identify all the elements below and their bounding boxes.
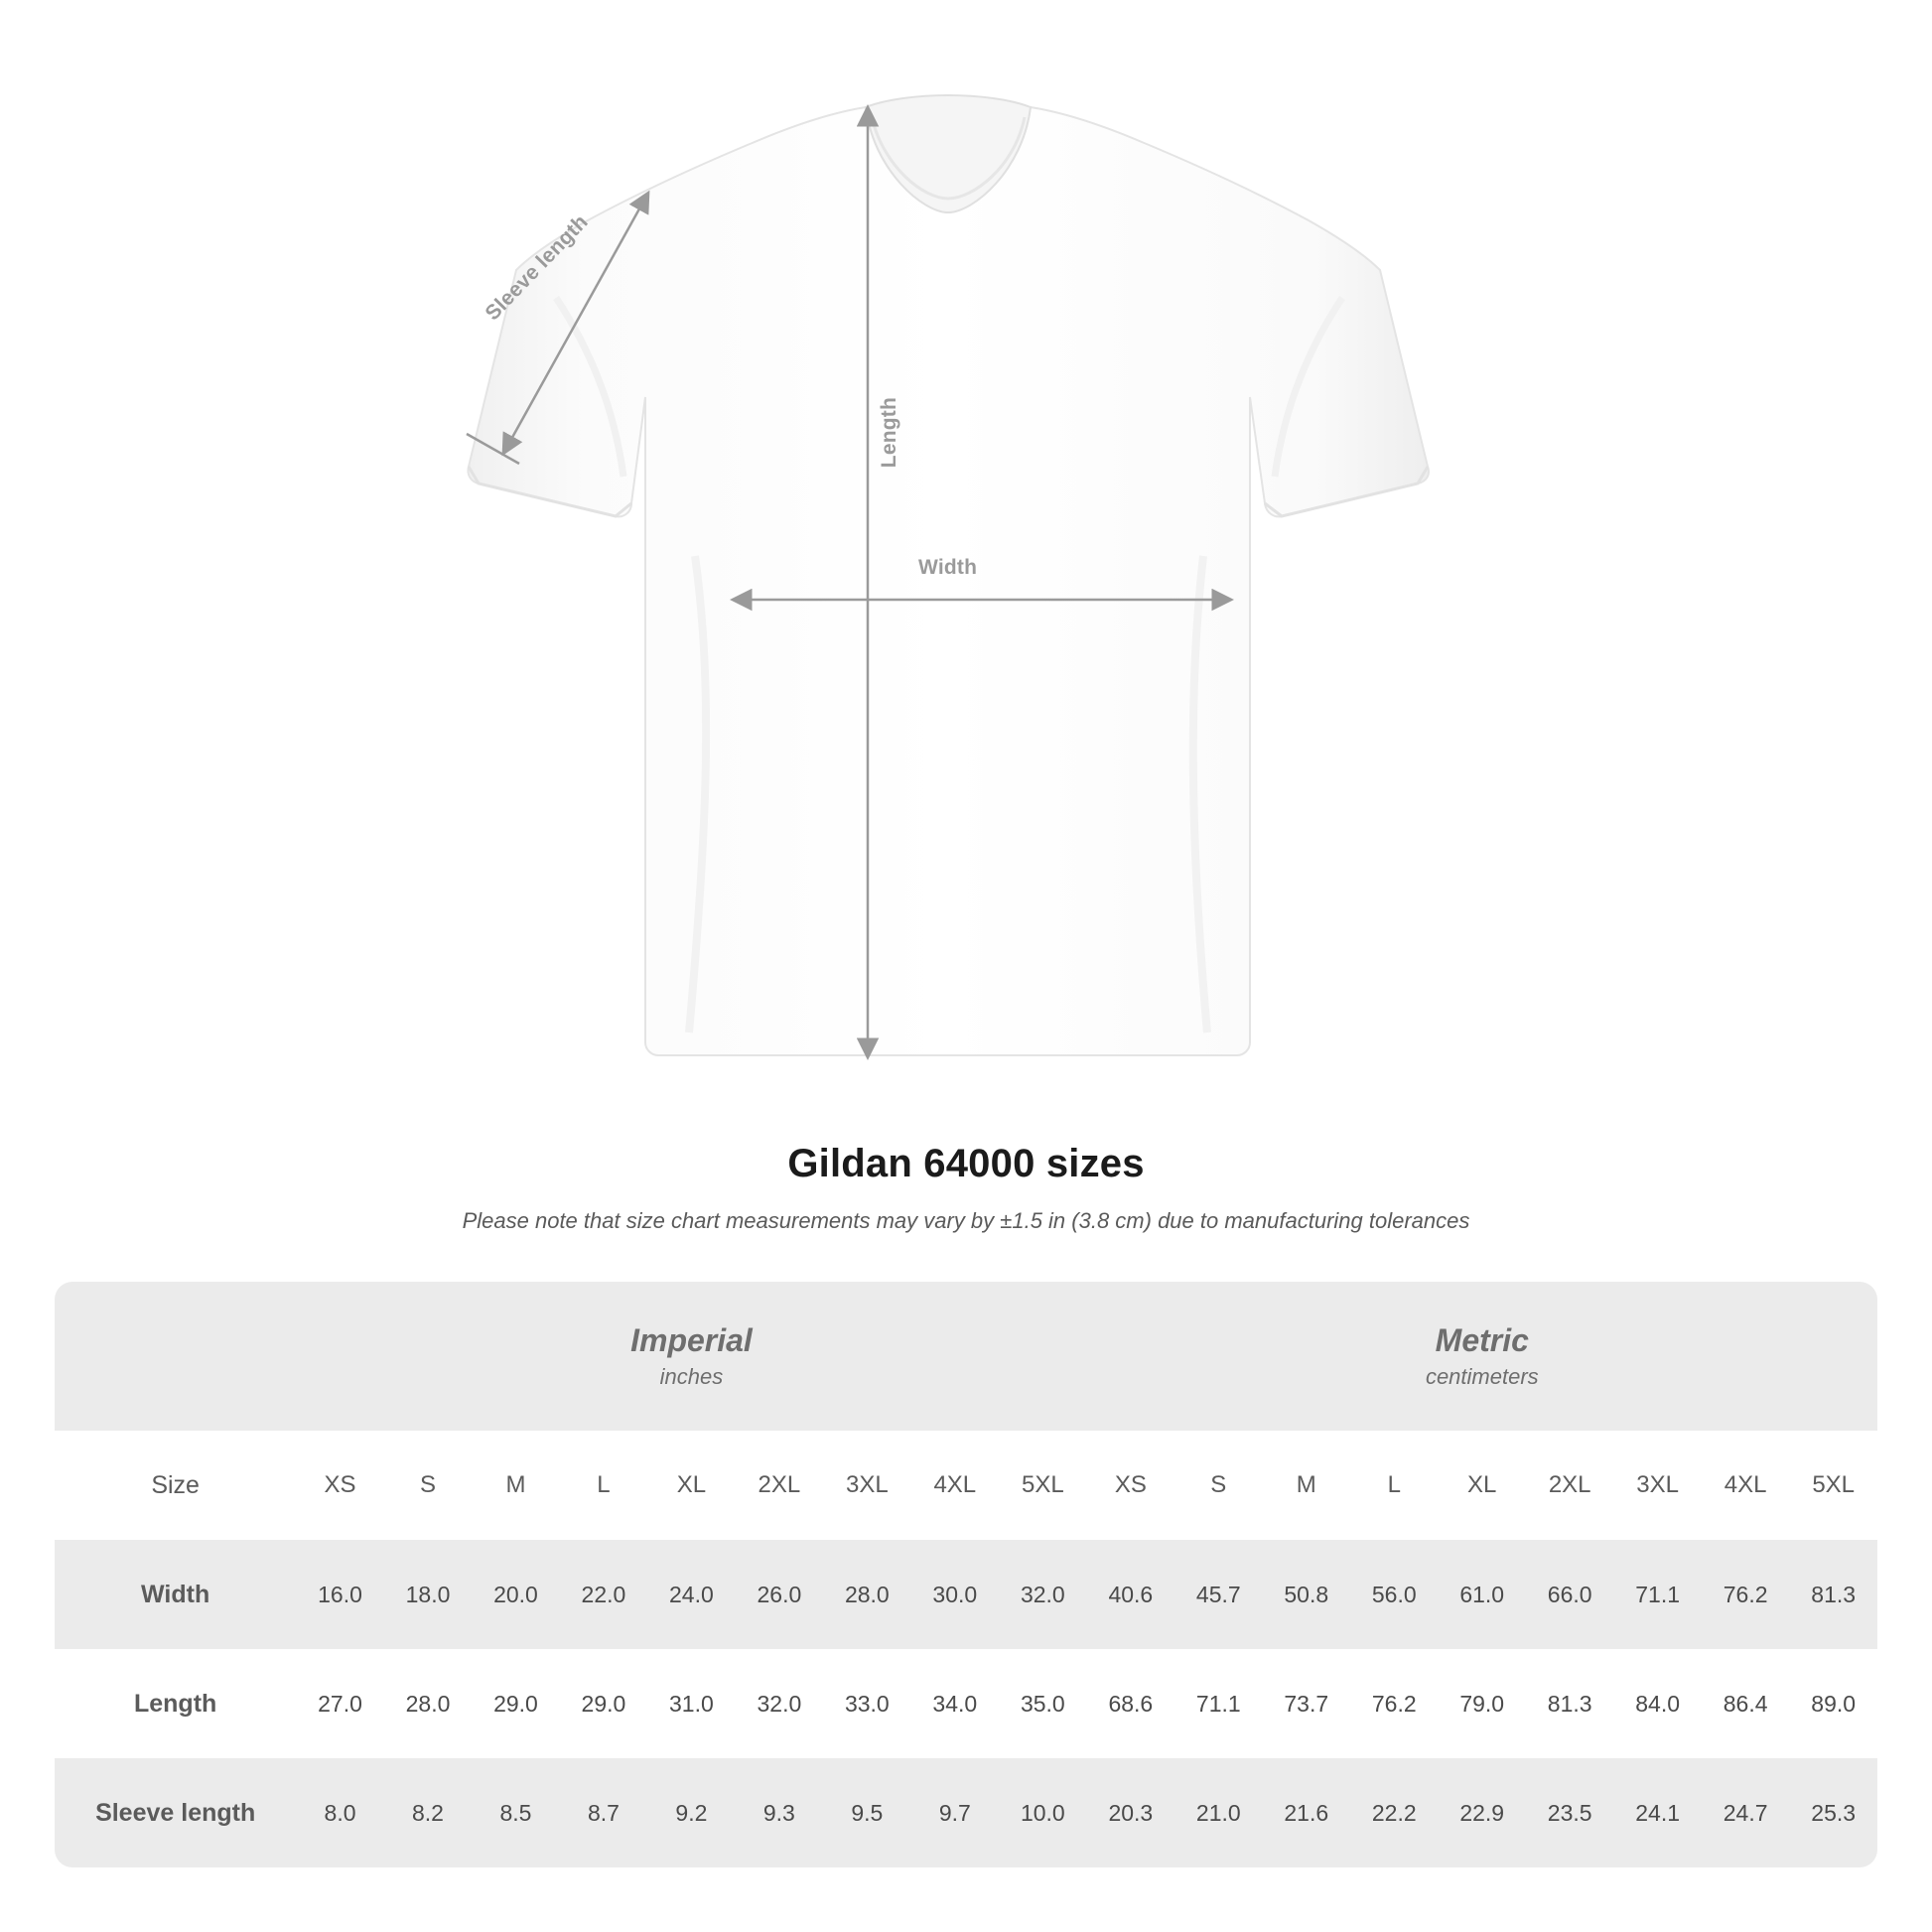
cell-value: 81.3 — [1789, 1540, 1877, 1649]
cell-value: 40.6 — [1087, 1540, 1174, 1649]
table-row — [55, 1649, 1877, 1758]
size-header-cell: M — [472, 1431, 559, 1540]
cell-value: 8.7 — [560, 1758, 647, 1867]
cell-value: 76.2 — [1702, 1540, 1789, 1649]
cell-value: 18.0 — [384, 1540, 472, 1649]
cell-value: 68.6 — [1087, 1649, 1174, 1758]
cell-value: 28.0 — [823, 1540, 910, 1649]
size-header-cell: 3XL — [1613, 1431, 1701, 1540]
size-header-cell: 5XL — [999, 1431, 1087, 1540]
cell-value: 28.0 — [384, 1649, 472, 1758]
size-header-cell: XL — [1438, 1431, 1525, 1540]
size-header-cell: L — [1350, 1431, 1438, 1540]
cell-value: 76.2 — [1350, 1649, 1438, 1758]
cell-value: 73.7 — [1263, 1649, 1350, 1758]
size-header-cell: XS — [296, 1431, 383, 1540]
cell-value: 9.5 — [823, 1758, 910, 1867]
cell-value: 71.1 — [1613, 1540, 1701, 1649]
unit-group-imperial — [296, 1282, 1086, 1431]
cell-value: 24.0 — [647, 1540, 735, 1649]
cell-value: 30.0 — [911, 1540, 999, 1649]
cell-value: 24.7 — [1702, 1758, 1789, 1867]
unit-group-metric-name: Metric — [1435, 1321, 1529, 1358]
cell-value: 61.0 — [1438, 1540, 1525, 1649]
unit-group-metric-sub: centimeters — [1425, 1364, 1539, 1390]
unit-group-imperial-sub: inches — [659, 1364, 724, 1390]
tolerance-note: Please note that size chart measurements may vary by ±1.5 in (3.8 cm) due to manufacturing tolerances — [462, 1208, 1470, 1233]
size-table — [55, 1282, 1877, 1867]
size-header-cell: 3XL — [823, 1431, 910, 1540]
size-header-cell: 4XL — [911, 1431, 999, 1540]
cell-value: 21.6 — [1263, 1758, 1350, 1867]
page-title: Gildan 64000 sizes — [787, 1142, 1145, 1185]
unit-group-imperial-name: Imperial — [630, 1321, 753, 1358]
cell-value: 8.5 — [472, 1758, 559, 1867]
size-header-cell: S — [1174, 1431, 1262, 1540]
cell-value: 89.0 — [1789, 1649, 1877, 1758]
size-header-cell: 4XL — [1702, 1431, 1789, 1540]
cell-value: 16.0 — [296, 1540, 383, 1649]
row-header-size: Size — [55, 1431, 296, 1540]
cell-value: 20.3 — [1087, 1758, 1174, 1867]
cell-value: 32.0 — [736, 1649, 823, 1758]
cell-value: 34.0 — [911, 1649, 999, 1758]
cell-value: 45.7 — [1174, 1540, 1262, 1649]
cell-value: 9.7 — [911, 1758, 999, 1867]
cell-value: 26.0 — [736, 1540, 823, 1649]
cell-value: 84.0 — [1613, 1649, 1701, 1758]
cell-value: 86.4 — [1702, 1649, 1789, 1758]
size-header-row — [55, 1431, 1877, 1540]
size-header-cell: XS — [1087, 1431, 1174, 1540]
cell-value: 22.0 — [560, 1540, 647, 1649]
cell-value: 24.1 — [1613, 1758, 1701, 1867]
cell-value: 21.0 — [1174, 1758, 1262, 1867]
cell-value: 71.1 — [1174, 1649, 1262, 1758]
size-header-cell: M — [1263, 1431, 1350, 1540]
cell-value: 56.0 — [1350, 1540, 1438, 1649]
row-label-sleeve-length: Sleeve length — [55, 1758, 296, 1867]
cell-value: 22.9 — [1438, 1758, 1525, 1867]
table-row — [55, 1540, 1877, 1649]
cell-value: 32.0 — [999, 1540, 1087, 1649]
unit-header-row — [55, 1282, 1877, 1431]
cell-value: 22.2 — [1350, 1758, 1438, 1867]
table-row — [55, 1758, 1877, 1867]
cell-value: 20.0 — [472, 1540, 559, 1649]
cell-value: 81.3 — [1526, 1649, 1613, 1758]
size-header-cell: S — [384, 1431, 472, 1540]
cell-value: 29.0 — [560, 1649, 647, 1758]
unit-row-spacer — [55, 1282, 296, 1431]
cell-value: 33.0 — [823, 1649, 910, 1758]
cell-value: 23.5 — [1526, 1758, 1613, 1867]
cell-value: 9.2 — [647, 1758, 735, 1867]
cell-value: 29.0 — [472, 1649, 559, 1758]
cell-value: 66.0 — [1526, 1540, 1613, 1649]
title-block — [0, 1142, 1932, 1234]
size-header-cell: XL — [647, 1431, 735, 1540]
unit-group-metric — [1087, 1282, 1877, 1431]
cell-value: 31.0 — [647, 1649, 735, 1758]
cell-value: 9.3 — [736, 1758, 823, 1867]
size-header-cell: L — [560, 1431, 647, 1540]
cell-value: 50.8 — [1263, 1540, 1350, 1649]
size-header-cell: 2XL — [1526, 1431, 1613, 1540]
cell-value: 8.2 — [384, 1758, 472, 1867]
size-header-cell: 2XL — [736, 1431, 823, 1540]
label-length: Length — [878, 397, 900, 469]
cell-value: 25.3 — [1789, 1758, 1877, 1867]
label-width: Width — [918, 556, 978, 579]
cell-value: 35.0 — [999, 1649, 1087, 1758]
cell-value: 10.0 — [999, 1758, 1087, 1867]
cell-value: 79.0 — [1438, 1649, 1525, 1758]
row-label-width: Width — [55, 1540, 296, 1649]
size-header-cell: 5XL — [1789, 1431, 1877, 1540]
label-sleeve-length: Sleeve length — [481, 210, 593, 326]
row-label-length: Length — [55, 1649, 296, 1758]
cell-value: 27.0 — [296, 1649, 383, 1758]
size-table-wrapper — [55, 1282, 1877, 1867]
cell-value: 8.0 — [296, 1758, 383, 1867]
